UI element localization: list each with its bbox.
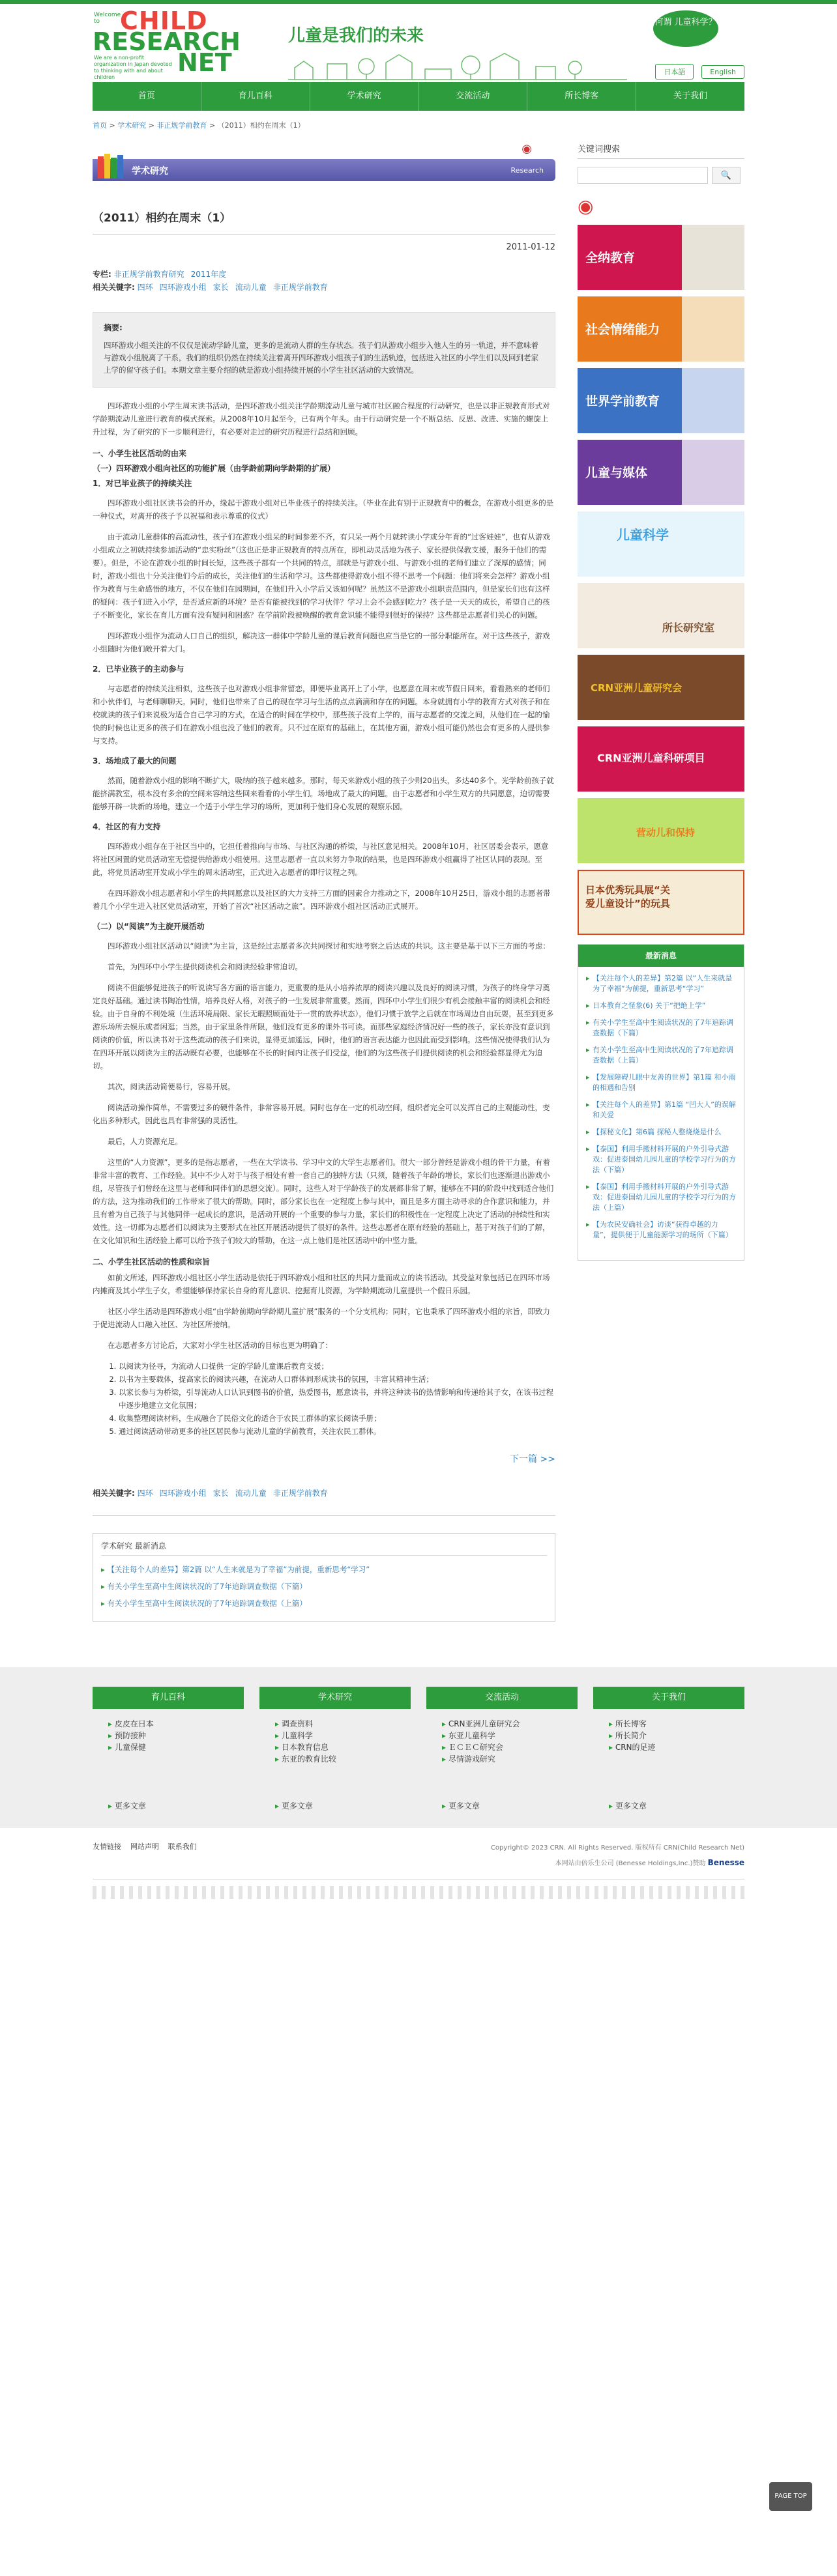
weibo-icon[interactable]: ◉	[578, 195, 594, 217]
breadcrumb: 首页 > 学术研究 > 非正规学前教育 > （2011）相约在周末（1）	[93, 121, 305, 130]
copyright: Copyright© 2023 CRN. All Rights Reserved. 版权所有 CRN(Child Research Net)	[490, 1844, 744, 1852]
news-item[interactable]: ▸ 有关小学生至高中生阅读状况的了7年追踪调查数据（上篇）	[586, 1045, 736, 1066]
site-header	[93, 4, 744, 82]
footer-decoration	[93, 1886, 744, 1899]
banner-sel[interactable]: 社会情绪能力	[578, 296, 744, 362]
lang-en-button[interactable]: English	[701, 65, 744, 79]
keyword-link[interactable]: 家长	[213, 1489, 229, 1498]
weibo-share-icon[interactable]: ◉	[521, 142, 532, 156]
goals-list: 1. 以阅读为径寻，为流动人口提供一定的学龄儿童课后教育支援； 2. 以书为主要载体，提高家长的阅读兴趣，在流动人口群体间形成读书的氛围，丰富其精神生活； 3. 以家长参与为桥梁，引导流动人口认识到图书的价值，热爱图书，愿意读书，并将这种读书的热情影响和传递给其子女，在该书过程中逐步地建立文化氛围； 4. 收集整理阅读材料，生成融合了民俗文化的适合于农民工群体的家长阅读手册； 5. 通过阅读活动带动更多的社区居民参与流动儿童的学前教育，关注农民工群体。	[119, 1360, 555, 1438]
search-button[interactable]: 🔍	[712, 167, 741, 184]
nav-exchange[interactable]: 交流活动	[419, 82, 527, 111]
logo-welcome: Welcome to	[94, 12, 121, 25]
footer-col-parenting: 育儿百科 ▸ 皮皮在日本 ▸ 预防接种 ▸ 儿童保健 ▸ 更多文章	[93, 1687, 244, 1811]
latest-news-box	[578, 944, 744, 1261]
logo-word-child: CHILD	[120, 7, 208, 35]
article-title: （2011）相约在周末（1）	[93, 181, 555, 235]
news-item[interactable]: ▸ 日本教育之怪象(6) 关于“把绝上学”	[586, 1001, 736, 1011]
keyword-link[interactable]: 四环	[137, 1489, 153, 1498]
keyword-link[interactable]: 四环游戏小组	[159, 1489, 207, 1498]
article-body: 四环游戏小组的小学生周末读书活动，是四环游戏小组关注学龄期流动儿童与城市社区融合程度的行动研究，也是以非正规教育形式对学龄期流动儿童进行教育的模式探索。从2008年10月起至今，已有两个年头。由于行动研究是一个不断总结、反思、改进、实施的螺旋上升过程，为了研究的下一步顺利进行，有必要对走过的研究历程进行总结和回顾。 一、小学生社区活动的由来 （一）四环游戏小组向社区的功能扩展（由学龄前期向学龄期的扩展） 1．对已毕业孩子的持续关注 四环游戏小组社区读书会的开办，缘起于游戏小组对已毕业孩子的持续关注。（毕业在此有别于正规教育中的概念，在游戏小组更多的是一种仪式，对离开的孩子予以祝福和表示尊重的仪式） 由于流动儿童群体的高流动性，孩子们在游戏小组呆的时间参差不齐，有只呆一两个月就转读小学或分年育的“过客娃娃”，也有从游戏小组成立之初就持续参加活动的“忠实粉丝”（这也正是非正规教育的特点所在，即机动灵活地为孩子、家长提供保教支援，服务于他们的需要）。但是，不论在游戏小组的时间长短，这些孩子都有一个共同的特点，那就是与游戏小组、与游戏小组的老师们建立了深厚的感情；同时，游戏小组也十分关注他们今后的成长，关注他们的生活和学习。这些都使得游戏小组不得不思考一个问题：他们将来会怎样？游戏小组作为教育与生命感悟的地方，不仅在他们在园期间，在他们升入小学后又该如何呢？虽然这不是游戏小组职责范围内，但是家长们也有这样的疑问：孩子们进入小学，是否适应新的环境？是否有能被找到的学习伙伴？学习上会不会感到吃力？孩子是一天天的成长，希望自己的孩子不断变化，家长在育儿方面有没有疑问和困惑？在学前阶段被唤醒的教育意识能不能得到很好的保持？这些都是志愿者们关心的问题。 四环游戏小组作为流动人口自己的组织，解决这一群体中学龄儿童的课后教育问题也应当是它的一部分职能所在。对于这些孩子，游戏小组随时为他们敞开着大门。 2．已毕业孩子的主动参与 与志愿者的持续关注相似，这些孩子也对游戏小组非常留恋，即便毕业离开上了小学，也愿意在周末或节假日回来，看看熟来的老师们和小伙伴们，与老师聊聊天。同时，他们也带来了自己的现在学习与生活的点点滴滴和存在的问题。本身就拥有小学的教育方式对孩子和在校就读的孩子们来说极为适合自己学习的方式，在适合的时间在学校中，那些孩子没有上学的，而与志愿者的交流之间，从他们在一起的愉快的时候也让更多的孩子们在游戏小组也没了他们的教育。只不过在原有的基础上，在其他方面，游戏小组可能仍然也会有更多的人提供参与支持。 3．场地成了最大的问题 然而，随着游戏小组的影响不断扩大，吸纳的孩子越来越多。那时，每天来游戏小组的孩子少则20出头，多达40多个。光学龄前孩子就能挤满教室，根本没有多余的空间来容纳这些回来看看的小学生们。场地成了最大的问题。由于志愿者和小学生双方的共同愿意，迫切需要能够开辟一块新的场地，建立一个适于小学生学习的场所，更加利于他们身心发展的观察乐园。 4．社区的有力支持 四环游戏小组存在于社区当中的，它担任着推向与市场、与社区沟通的桥梁，与社区意见相关。2008年10月，社区居委会表示，愿意将社区闲置的党员活动室无偿提供给游戏小组使用。这里志愿者一直以来努力争取的结果，也是四环游戏小组赢得了社区认同的表现。至此，将党员活动室开发成小学生的周末活动室，正式进入志愿者的即行议程之列。 在四环游戏小组志愿者和小学生的共同愿意以及社区的大力支持三方面的因素合力推动之下，2008年10月25日，游戏小组的志愿者带着几个小学生进入社区党员活动室，开始了首次“社区活动之旅”。四环游戏小组社区活动正式展开。 （二）以“阅读”为主旋开展活动 四环游戏小组社区活动以“阅读”为主旨，这是经过志愿者多次共同探讨和实地考察之后达成的共识。这主要是基于以下三方面的考虑： 首先，为四环中小学生提供阅读机会和阅读经验非常迫切。 阅读不但能够促进孩子的听说读写各方面的语言能力，更重要的是从小培养浓厚的阅读兴趣以及良好的阅读习惯，为孩子的终身学习奠定良好基础。通过读书陶冶性情，培养良好人格，对孩子的一生发展非常重要。然而，四环中小学生们很少有机会接触丰富的阅读机会和经验。由于自身的不利处境（生活环境局限、家长无暇照顾而处于一贯的放养状态），他们习惯于放学之后就在市场周边自由玩耍，甚至到更多游乐场所去娱乐或者闲逛；当然，由于家里条件所限，他们没有更多的课外书可读。而那些家庭经济情况好一些的孩子，家长亦没有意识到阅读的价值，所以读书对于这些流动的孩子们来说，显得更加遥远，同时，他们的语言表达能力也因此而受到影响。这些情况使得我们认为在四环开展以阅读为主的活动既有必要，也能够在不长的时间内让孩子们受益，他们的为这些孩子们提供阅读的机会和经验都显得尤为迫切。 其次，阅读活动简便易行，容易开展。 阅读活动操作简单，不需要过多的硬件条件，非常容易开展。同时也存在一定的机动空间，组织者完全可以发挥自己的主观能动性，变化出多种形式，因此也具有非常强的灵活性。 最后，人力资源充足。 这里的“人力资源”，更多的是指志愿者，一些在大学读书、学习中文的大学生志愿者们。很大一部分曾经是游戏小组的骨干力量，有着非常丰富的教育、工作经验。其中不少人对于与孩子相处有着一套自己的独特方法（只须，随着孩子年龄的增长，家长们也逐渐退出游戏小组，尽管孩子们曾经在这里与老师和同伴们的思想交流）。同时，这些人对于学龄孩子的发展都非常了解，能够在不同的阶段中找到适合他们的方法，这为推动我们的工作带来了很大的帮助。同时，部分家长也在一定程度上参与其中，而且是多方面主动寻求的合作意识和能力，并且有着为自己孩子与其他同伴一起成长的意识，是活动开展的一个重要的参与力量，家长们的积极性在一定程度上决定了活动的持续性和实效性。这一切都为志愿者们以阅读为主要形式在社区开展活动提供了很好的条件。这些志愿者在原有经验的基础上，基于对孩子们的了解，在文化知识和生活经验上都可以给予孩子们较大的帮助，在这一点上他们是社区活动中的中坚力量。 二、小学生社区活动的性质和宗旨 如前文所述，四环游戏小组社区小学生活动是依托于四环游戏小组和社区的共同力量而成立的读书活动。其受益对象包括已在四环市场内摊商及其小学生子女，希望能够保持家长自身的育儿意识、挖掘育儿资源，为学龄期流动儿童提供一个假日乐园。 社区小学生活动是四环游戏小组“由学龄前期向学龄期儿童扩展”服务的一个分支机构；同时，它也秉承了四环游戏小组的宗旨，即致力于促进流动人口融入社区、为社区所接纳。 在志愿者多方讨论后，大家对小学生社区活动的目标也更为明确了： 1. 以阅读为径寻，为流动人口提供一定的学龄儿童课后教育支援； 2. 以书为主要载体，提高家长的阅读兴趣，在流动人口群体间形成读书的氛围，丰富其精神生活； 3. 以家长参与为桥梁，引导流动人口认识到图书的价值，热爱图书，愿意读书，并将这种读书的热情影响和传递给其子女，在该书过程中逐步地建立文化氛围； 4. 收集整理阅读材料，生成融合了民俗文化的适合于农民工群体的家长阅读手册； 5. 通过阅读活动带动更多的社区居民参与流动儿童的学前教育，关注农民工群体。	[93, 399, 555, 1438]
footer-col-research: 学术研究 ▸ 调查资料 ▸ 儿童科学 ▸ 日本教育信息 ▸ 东亚的教育比较 ▸ 更多文章	[259, 1687, 411, 1811]
keyword-link[interactable]: 非正规学前教育	[272, 1489, 328, 1498]
category-bar	[93, 159, 555, 181]
abstract-text: 四环游戏小组关注的不仅仅是流动学龄儿童，更多的是流动人群的生存状态。孩子们从游戏小组步入他人生的另一轨道，并不意味着与游戏小组脱离了干系，我们的组织仍然在持续关注着离开四环游戏小组孩子们的生活轨迹，包括进入社区的小学生们以及回到老家上学的留守孩子们。本期文章主要介绍的就是游戏小组持续开展的小学生社区活动的大致情况。	[104, 341, 538, 375]
town-illustration	[288, 50, 627, 81]
banner-world-ece[interactable]: 世界学前教育	[578, 368, 744, 433]
article-abstract	[93, 312, 555, 388]
sponsor-text: 本网站由倍乐生公司 (Benesse Holdings,Inc.)赞助	[555, 1860, 706, 1867]
keyword-link[interactable]: 流动儿童	[235, 283, 267, 292]
search-title: 关键词搜索	[578, 142, 744, 159]
banner-crn-asia[interactable]: CRN亚洲儿童研究会	[578, 655, 744, 720]
banner-crn-asia-project[interactable]: CRN亚洲儿童科研项目	[578, 726, 744, 792]
main-nav	[93, 82, 744, 111]
search-form	[578, 167, 744, 184]
language-switcher	[650, 64, 744, 79]
more-link[interactable]: ▸ 更多文章	[259, 1800, 411, 1811]
page-top-button[interactable]: PAGE TOP	[769, 2482, 812, 2511]
more-link[interactable]: ▸ 更多文章	[426, 1800, 578, 1811]
sidebar	[578, 142, 744, 1648]
news-item[interactable]: ▸ 【发展障碍儿眼中友善的世界】第1篇 和小雨的相遇和告别	[586, 1072, 736, 1093]
related-article-link[interactable]: ▸ 【关注每个人的差异】第2篇 以“人生来就是为了幸福”为前提，重新思考“学习”	[101, 1561, 547, 1578]
main-content	[93, 142, 555, 1648]
breadcrumb-nonformal[interactable]: 非正规学前教育	[156, 121, 207, 130]
article-meta: 专栏: 非正规学前教育研究 2011年度 相关关键字: 四环 四环游戏小组 家长 流动儿童 非正规学前教育	[93, 270, 328, 292]
column-link[interactable]: 2011年度	[190, 270, 227, 279]
keyword-link[interactable]: 流动儿童	[235, 1489, 267, 1498]
footer-col-about: 关于我们 ▸ 所长博客 ▸ 所长简介 ▸ CRN的足迹 ▸ 更多文章	[593, 1687, 744, 1811]
nav-home[interactable]: 首页	[93, 82, 201, 111]
breadcrumb-research[interactable]: 学术研究	[117, 121, 147, 130]
more-link[interactable]: ▸ 更多文章	[593, 1800, 744, 1811]
breadcrumb-current: （2011）相约在周末（1）	[217, 121, 305, 130]
news-title: 最新消息	[578, 945, 744, 967]
related-article-link[interactable]: ▸ 有关小学生至高中生阅读状况的了7年追踪调查数据（上篇）	[101, 1595, 547, 1612]
header-banner	[288, 4, 640, 81]
news-item[interactable]: ▸ 【泰国】利用手搬材料开展的户外引导式游戏：促进泰国幼儿园儿童的学校学习行为的方法（下篇）	[586, 1144, 736, 1175]
news-item[interactable]: ▸ 【探秘文化】第6篇 探秘人整烧烧是什么	[586, 1127, 736, 1138]
related-box-title: 学术研究 最新消息	[101, 1540, 547, 1556]
search-input[interactable]	[578, 167, 708, 184]
column-link[interactable]: 非正规学前教育研究	[113, 270, 184, 279]
logo-tagline: We are a non-profit organization in Japan devoted to thinking with and about children	[94, 55, 172, 80]
nav-about[interactable]: 关于我们	[673, 91, 708, 101]
news-item[interactable]: ▸ 【关注每个人的差异】第1篇 “凹大人”的误解和关爱	[586, 1100, 736, 1121]
banner-child-science[interactable]: 儿童科学	[578, 511, 744, 577]
abstract-title: 摘要:	[104, 323, 123, 332]
logo-word-research: RESEARCH	[93, 27, 241, 56]
banner-children-media[interactable]: 儿童与媒体	[578, 440, 744, 505]
related-keywords: 相关关键字: 四环 四环游戏小组 家长 流动儿童 非正规学前教育	[93, 1487, 555, 1516]
footer-col-exchange: 交流活动 ▸ CRN亚洲儿童研究会 ▸ 东亚儿童科学 ▸ ＥＣＥＣ研究会 ▸ 尽情游戏研究 ▸ 更多文章	[426, 1687, 578, 1811]
banner-childcare[interactable]: 营动儿和保持	[578, 798, 744, 863]
more-link[interactable]: ▸ 更多文章	[93, 1800, 244, 1811]
what-is-child-science-bubble[interactable]: 何谓 儿童科学？	[653, 10, 718, 47]
category-en: Research	[510, 166, 544, 175]
header-slogan: 儿童是我们的未来	[288, 26, 424, 46]
footer-bottom	[93, 1828, 744, 1880]
banner-toy-award[interactable]: 日本优秀玩具展“关爱儿童设计”的玩具	[578, 870, 744, 935]
next-page-link[interactable]: 下一篇 >>	[510, 1454, 555, 1465]
site-logo[interactable]	[93, 8, 242, 81]
banner-inclusive-education[interactable]: 全纳教育	[578, 225, 744, 290]
footer-sitemap	[0, 1667, 837, 1828]
books-icon	[96, 154, 125, 180]
footer-link[interactable]: 友情链接	[93, 1842, 121, 1851]
banner-director-lab[interactable]: 所长研究室	[578, 583, 744, 648]
news-item[interactable]: ▸ 【关注每个人的差异】第2篇 以“人生来就是为了幸福”为前提，重新思考“学习”	[586, 973, 736, 994]
keyword-link[interactable]: 四环游戏小组	[159, 283, 207, 292]
keyword-link[interactable]: 家长	[213, 283, 229, 292]
related-articles-box	[93, 1533, 555, 1622]
related-article-link[interactable]: ▸ 有关小学生至高中生阅读状况的了7年追踪调查数据（下篇）	[101, 1578, 547, 1595]
nav-blog[interactable]: 所长博客	[527, 82, 636, 111]
nav-research[interactable]: 学术研究	[310, 82, 419, 111]
lang-ja-button[interactable]: 日本語	[655, 64, 694, 79]
breadcrumb-home[interactable]: 首页	[93, 121, 107, 130]
keyword-link[interactable]: 四环	[137, 283, 153, 292]
category-title: 学术研究	[132, 166, 168, 177]
keyword-link[interactable]: 非正规学前教育	[272, 283, 328, 292]
benesse-logo[interactable]: Benesse	[707, 1858, 744, 1867]
article-date: 2011-01-12	[506, 242, 555, 252]
nav-parenting[interactable]: 育儿百科	[201, 82, 310, 111]
logo-word-net: NET	[177, 48, 232, 77]
news-item[interactable]: ▸ 【为农民安确社会】访谈“获得卓越的力量”，提供便于儿童能源学习的场所（下篇）	[586, 1220, 736, 1240]
news-item[interactable]: ▸ 【泰国】利用手搬材料开展的户外引导式游戏：促进泰国幼儿园儿童的学校学习行为的方法（上篇）	[586, 1182, 736, 1213]
footer-link[interactable]: 联系我们	[168, 1842, 197, 1851]
news-item[interactable]: ▸ 有关小学生至高中生阅读状况的了7年追踪调查数据（下篇）	[586, 1018, 736, 1038]
footer-link[interactable]: 网站声明	[130, 1842, 159, 1851]
